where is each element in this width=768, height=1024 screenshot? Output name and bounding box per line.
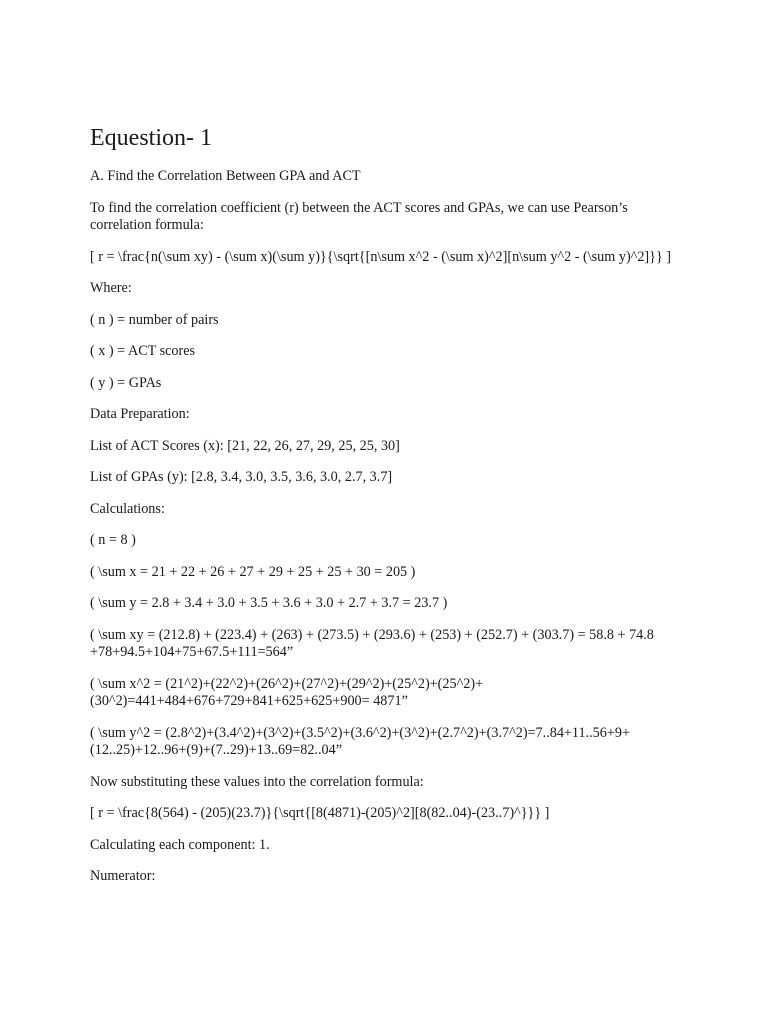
section-heading-a: A. Find the Correlation Between GPA and ACT	[90, 168, 361, 184]
calc-n: ( n = 8 )	[90, 532, 136, 548]
calc-sum-y: ( \sum y = 2.8 + 3.4 + 3.0 + 3.5 + 3.6 + 3.0 + 2.7 + 3.7 = 23.7 )	[90, 595, 448, 611]
calc-sum-xy: ( \sum xy = (212.8) + (223.4) + (263) + (273.5) + (293.6) + (253) + (252.7) + (303.7) = 58.8 + 74.8 +78+94.5+104+75+67.5+111=564”	[90, 626, 654, 660]
gpa-list: List of GPAs (y): [2.8, 3.4, 3.0, 3.5, 3.6, 3.0, 2.7, 3.7]	[90, 469, 393, 485]
where-label: Where:	[90, 280, 132, 296]
correlation-formula: [ r = \frac{n(\sum xy) - (\sum x)(\sum y)}{\sqrt{[n\sum x^2 - (\sum x)^2][n\sum y^2 - (\sum y)^2]}} ]	[90, 248, 672, 265]
substituted-formula: [ r = \frac{8(564) - (205)(23.7)}{\sqrt{[8(4871)-(205)^2][8(82..04)-(23..7)^}}} ]	[90, 805, 550, 821]
numerator-label: Numerator:	[90, 868, 156, 884]
intro-paragraph: To find the correlation coefficient (r) between the ACT scores and GPAs, we can use Pearson’s correlation formula:	[90, 199, 628, 233]
definition-x: ( x ) = ACT scores	[90, 343, 196, 359]
act-scores-list: List of ACT Scores (x): [21, 22, 26, 27, 29, 25, 25, 30]	[90, 437, 400, 454]
calc-sum-x: ( \sum x = 21 + 22 + 26 + 27 + 29 + 25 + 25 + 30 = 205 )	[90, 563, 416, 580]
data-preparation-label: Data Preparation:	[90, 406, 190, 422]
calc-sum-x2: ( \sum x^2 = (21^2)+(22^2)+(26^2)+(27^2)+(29^2)+(25^2)+(25^2)+(30^2)=441+484+676+729+841+625+625+900= 4871”	[90, 675, 484, 709]
substitution-intro: Now substituting these values into the correlation formula:	[90, 773, 424, 790]
calculations-label: Calculations:	[90, 500, 165, 517]
definition-n: ( n ) = number of pairs	[90, 311, 219, 328]
definition-y: ( y ) = GPAs	[90, 374, 162, 391]
document-page	[90, 122, 682, 900]
calculating-components: Calculating each component: 1.	[90, 836, 270, 853]
calc-sum-y2: ( \sum y^2 = (2.8^2)+(3.4^2)+(3^2)+(3.5^2)+(3.6^2)+(3^2)+(2.7^2)+(3.7^2)=7..84+11..56+9+(12..25)+12..96+(9)+(7..29)+13..69=82..04”	[90, 724, 630, 758]
document-title: Equestion- 1	[90, 125, 212, 151]
